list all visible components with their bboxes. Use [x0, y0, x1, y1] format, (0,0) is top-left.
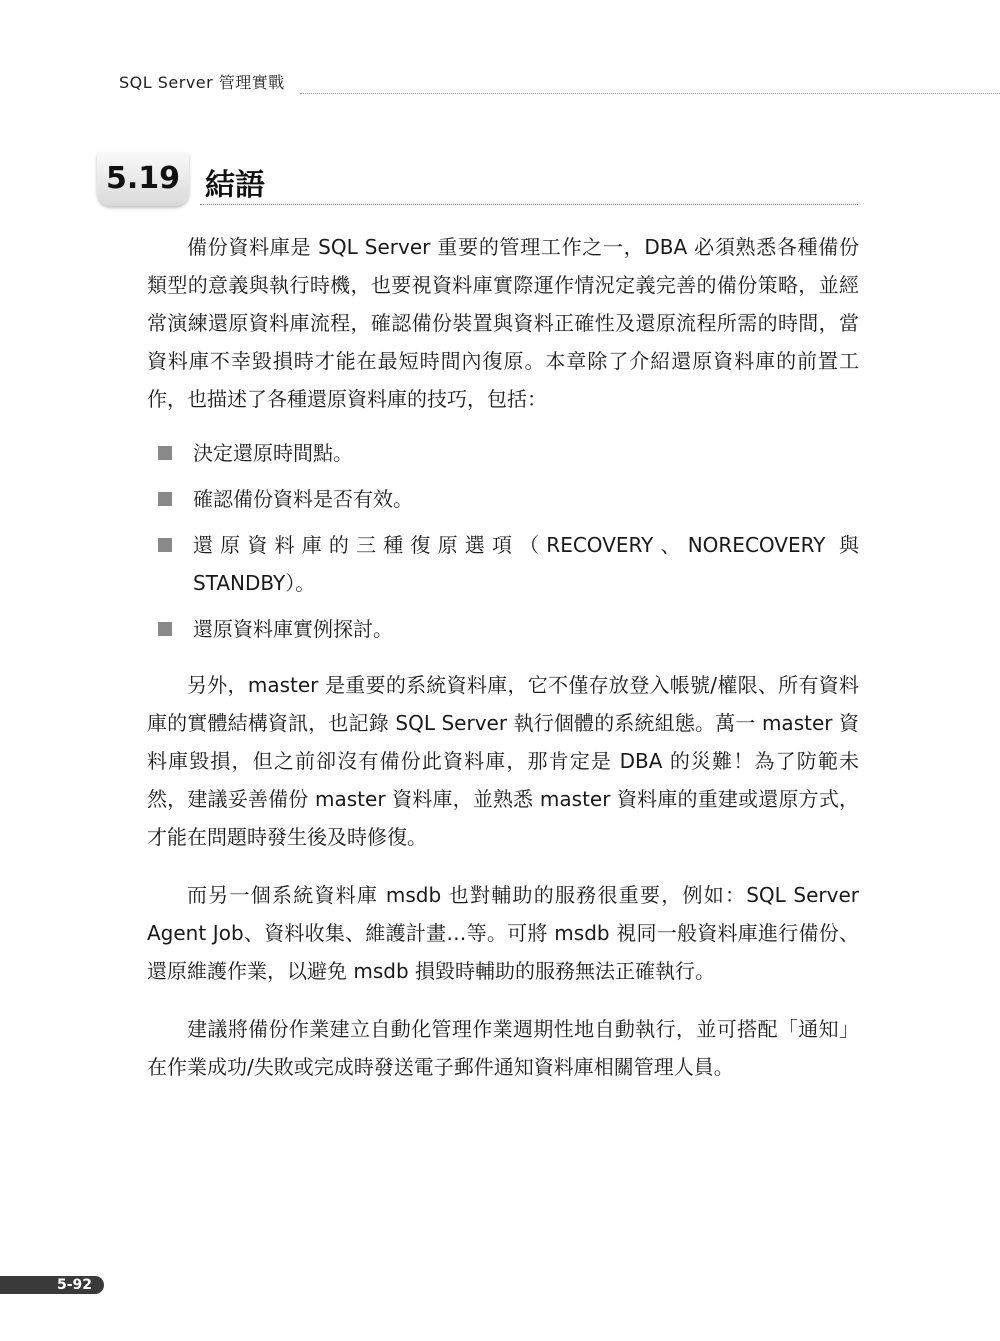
paragraph-msdb: 而另一個系統資料庫 msdb 也對輔助的服務很重要，例如：SQL Server Agent Job、資料收集、維護計畫…等。可將 msdb 視同一般資料庫進行備份、還原維護作業，以避免 msdb 損毀時輔助的服務無法正確執行。	[147, 883, 859, 983]
running-header: SQL Server 管理實戰	[119, 73, 285, 92]
body-content	[147, 228, 859, 1086]
page-number: 5-92	[56, 1277, 92, 1293]
header-rule	[300, 93, 1000, 94]
list-item	[147, 610, 859, 648]
title-rule	[200, 204, 858, 205]
list-item	[147, 434, 859, 472]
section-number-badge	[97, 152, 189, 206]
section-title: 結語	[205, 168, 265, 203]
list-item-text: 還原資料庫的三種復原選項（RECOVERY、NORECOVERY 與 STANDBY）。	[193, 533, 859, 595]
paragraph-master: 另外，master 是重要的系統資料庫，它不僅存放登入帳號/權限、所有資料庫的實體結構資訊，也記錄 SQL Server 執行個體的系統組態。萬一 master 資料庫毀損，但之前卻沒有備份此資料庫，那肯定是 DBA 的災難！為了防範未然，建議妥善備份 master 資料庫，並熟悉 master 資料庫的重建或還原方式，才能在問題時發生後及時修復。	[147, 673, 859, 849]
page-number-tab	[0, 1276, 104, 1294]
list-item-text: 決定還原時間點。	[193, 441, 353, 465]
square-bullet-icon	[158, 446, 172, 460]
list-item-text: 還原資料庫實例探討。	[193, 617, 393, 641]
list-item	[147, 480, 859, 518]
list-item-text: 確認備份資料是否有效。	[193, 487, 413, 511]
paragraph-automation: 建議將備份作業建立自動化管理作業週期性地自動執行，並可搭配「通知」在作業成功/失敗或完成時發送電子郵件通知資料庫相關管理人員。	[147, 1017, 859, 1079]
square-bullet-icon	[158, 538, 172, 552]
list-item	[147, 526, 859, 602]
section-number: 5.19	[105, 161, 181, 196]
paragraph-intro: 備份資料庫是 SQL Server 重要的管理工作之一，DBA 必須熟悉各種備份類型的意義與執行時機，也要視資料庫實際運作情況定義完善的備份策略，並經常演練還原資料庫流程，確認備份裝置與資料正確性及還原流程所需的時間，當資料庫不幸毀損時才能在最短時間內復原。本章除了介紹還原資料庫的前置工作，也描述了各種還原資料庫的技巧，包括：	[147, 235, 859, 411]
square-bullet-icon	[158, 622, 172, 636]
square-bullet-icon	[158, 492, 172, 506]
bullet-list	[147, 434, 859, 648]
